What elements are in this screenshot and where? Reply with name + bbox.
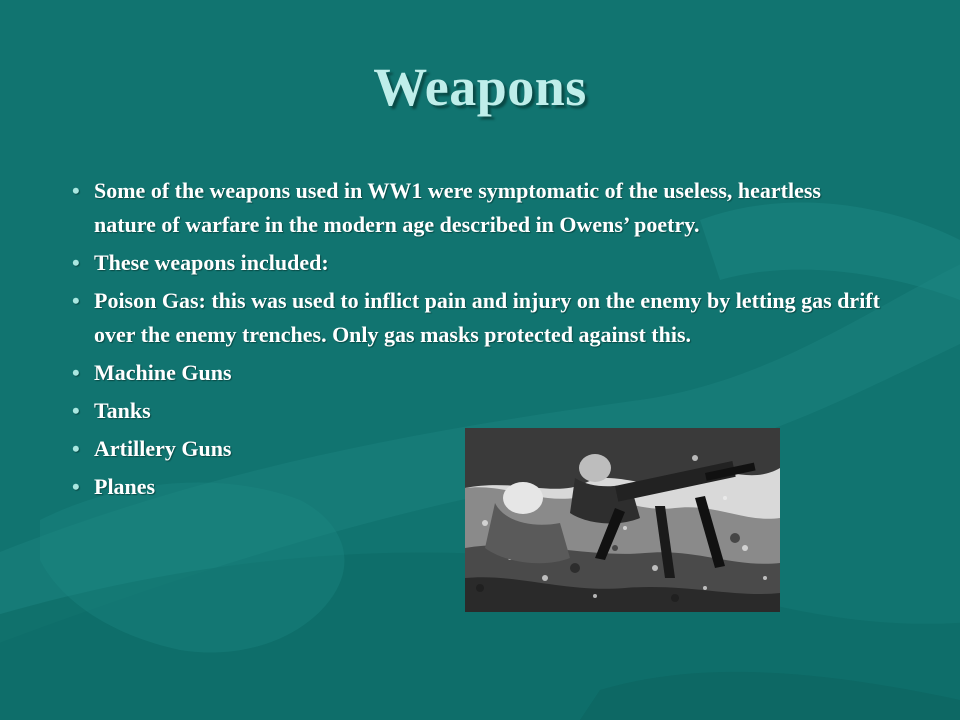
- bullet-text: Planes: [94, 474, 156, 499]
- bullet-item: [60, 356, 484, 390]
- bullet-text: Some of the weapons used in WW1 were symptomatic of the useless, heartless nature of warfare in the modern age described in Owens’ poetry.: [94, 178, 821, 237]
- slide-title: Weapons: [373, 57, 587, 117]
- machine-gun-soldiers-photo: [465, 428, 780, 612]
- bullet-dot-icon: •: [72, 360, 80, 385]
- bullet-text: Poison Gas: this was used to inflict pain and injury on the enemy by letting gas drift over the enemy trenches. Only gas masks protected against this.: [94, 288, 880, 347]
- photo-illustration: [465, 428, 780, 612]
- bullet-dot-icon: •: [72, 178, 80, 203]
- bullet-item: [60, 432, 484, 466]
- bullet-text: Tanks: [94, 398, 151, 423]
- bullet-item: [60, 284, 880, 352]
- bullet-item: [60, 174, 880, 242]
- bullet-dot-icon: •: [72, 250, 80, 275]
- bullet-dot-icon: •: [72, 398, 80, 423]
- bullet-text: Artillery Guns: [94, 436, 232, 461]
- bullet-item: [60, 246, 880, 280]
- bullet-text: These weapons included:: [94, 250, 329, 275]
- bullet-text: Machine Guns: [94, 360, 232, 385]
- bullet-item: [60, 470, 484, 504]
- bullet-dot-icon: •: [72, 288, 80, 313]
- bullet-dot-icon: •: [72, 474, 80, 499]
- bullet-item: [60, 394, 484, 428]
- bullet-dot-icon: •: [72, 436, 80, 461]
